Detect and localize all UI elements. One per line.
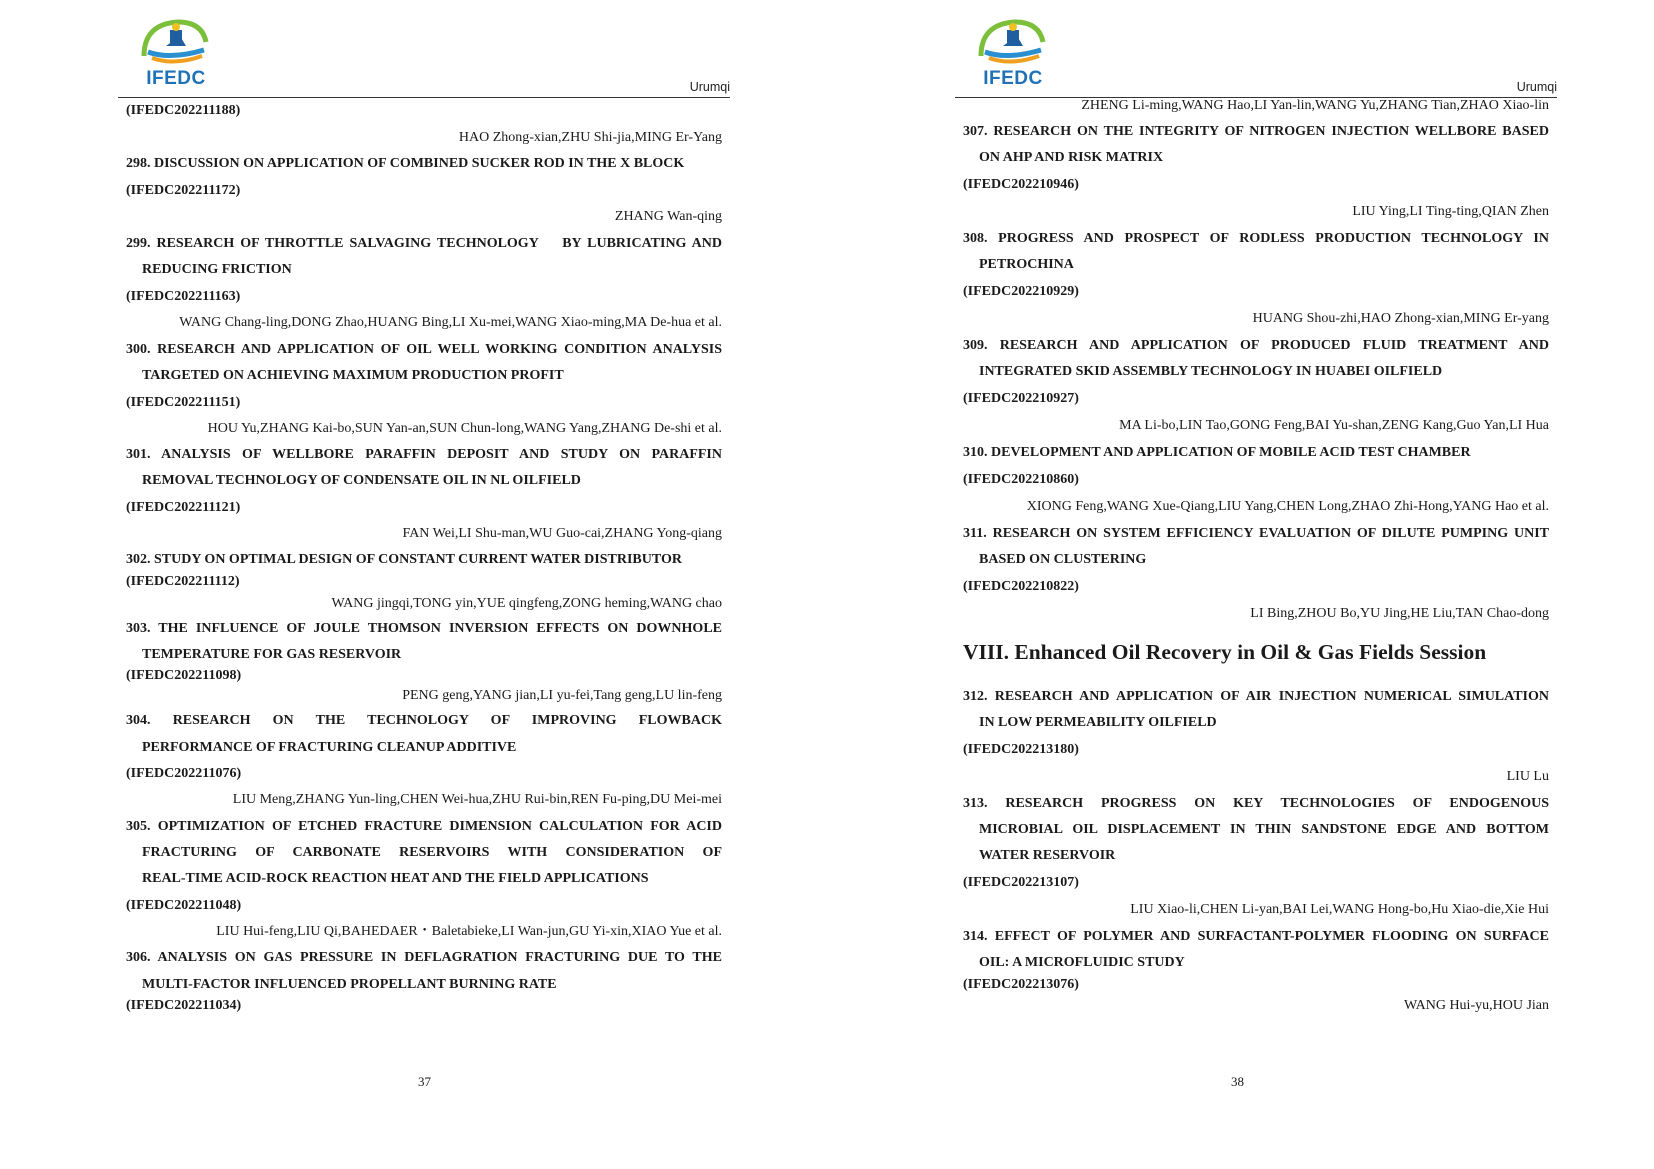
paper-code: (IFEDC202210822) [963, 579, 1079, 594]
paper-authors: LI Bing,ZHOU Bo,YU Jing,HE Liu,TAN Chao-dong [1250, 606, 1549, 621]
paper-title: 300. RESEARCH AND APPLICATION OF OIL WELL WORKING CONDITION ANALYSIS [126, 342, 722, 357]
paper-code: (IFEDC202213076) [963, 977, 1079, 992]
paper-authors: LIU Meng,ZHANG Yun-ling,CHEN Wei-hua,ZHU Rui-bin,REN Fu-ping,DU Mei-mei [232, 792, 722, 807]
paper-title-cont: ON AHP AND RISK MATRIX [979, 150, 1164, 165]
paper-title-cont: REMOVAL TECHNOLOGY OF CONDENSATE OIL IN NL OILFIELD [142, 473, 581, 488]
logo-text: IFEDC [146, 68, 206, 89]
paper-code: (IFEDC202211098) [126, 668, 242, 683]
header-city: Urumqi [1516, 80, 1557, 94]
paper-title-cont: BASED ON CLUSTERING [979, 552, 1147, 567]
paper-authors: MA Li-bo,LIN Tao,GONG Feng,BAI Yu-shan,ZENG Kang,Guo Yan,LI Hua [1119, 418, 1549, 433]
paper-title-cont: PERFORMANCE OF FRACTURING CLEANUP ADDITIVE [142, 740, 517, 755]
paper-title: 301. ANALYSIS OF WELLBORE PARAFFIN DEPOSIT AND STUDY ON PARAFFIN [126, 447, 722, 462]
paper-title-cont: TARGETED ON ACHIEVING MAXIMUM PRODUCTION PROFIT [142, 368, 564, 383]
paper-title: 311. RESEARCH ON SYSTEM EFFICIENCY EVALUATION OF DILUTE PUMPING UNIT [963, 526, 1549, 541]
page-left [118, 0, 730, 1169]
paper-code: (IFEDC202210946) [963, 177, 1079, 192]
paper-title: 305. OPTIMIZATION OF ETCHED FRACTURE DIMENSION CALCULATION FOR ACID [126, 819, 722, 834]
paper-title: 304. RESEARCH ON THE TECHNOLOGY OF IMPROVING FLOWBACK [126, 713, 722, 728]
paper-title: 299. RESEARCH OF THROTTLE SALVAGING TECHNOLOGY BY LUBRICATING AND [126, 236, 722, 251]
paper-title-cont: REDUCING FRICTION [142, 262, 292, 277]
paper-authors: WANG Hui-yu,HOU Jian [1403, 998, 1549, 1013]
paper-authors: LIU Xiao-li,CHEN Li-yan,BAI Lei,WANG Hong-bo,Hu Xiao-die,Xie Hui [1130, 902, 1549, 917]
paper-code: (IFEDC202211034) [126, 998, 242, 1013]
header-city: Urumqi [689, 80, 730, 94]
page-number: 38 [1231, 1074, 1244, 1089]
paper-code: (IFEDC202210860) [963, 472, 1079, 487]
paper-title-cont: PETROCHINA [979, 257, 1074, 272]
paper-title-cont: REAL-TIME ACID-ROCK REACTION HEAT AND THE FIELD APPLICATIONS [142, 871, 649, 886]
paper-title: 312. RESEARCH AND APPLICATION OF AIR INJECTION NUMERICAL SIMULATION [963, 689, 1549, 704]
paper-code: (IFEDC202211172) [126, 183, 241, 198]
paper-authors: ZHANG Wan-qing [614, 209, 722, 224]
paper-title-cont: IN LOW PERMEABILITY OILFIELD [979, 715, 1217, 730]
section-heading: VIII. Enhanced Oil Recovery in Oil & Gas Fields Session [963, 640, 1487, 664]
paper-authors: HOU Yu,ZHANG Kai-bo,SUN Yan-an,SUN Chun-long,WANG Yang,ZHANG De-shi et al. [207, 421, 722, 436]
paper-code: (IFEDC202211076) [126, 766, 242, 781]
paper-title-cont: OIL: A MICROFLUIDIC STUDY [979, 955, 1185, 970]
paper-authors: WANG Chang-ling,DONG Zhao,HUANG Bing,LI Xu-mei,WANG Xiao-ming,MA De-hua et al. [179, 315, 722, 330]
logo-emblem-icon [977, 16, 1047, 68]
paper-code: (IFEDC202211112) [126, 574, 240, 589]
paper-authors: WANG jingqi,TONG yin,YUE qingfeng,ZONG heming,WANG chao [331, 596, 722, 611]
paper-code: (IFEDC202213180) [963, 742, 1079, 757]
paper-title: 309. RESEARCH AND APPLICATION OF PRODUCED FLUID TREATMENT AND [963, 338, 1549, 353]
paper-title: 303. THE INFLUENCE OF JOULE THOMSON INVERSION EFFECTS ON DOWNHOLE [126, 621, 722, 636]
ifedc-logo [971, 16, 1055, 90]
paper-title-cont: WATER RESERVOIR [979, 848, 1116, 863]
logo-text: IFEDC [983, 68, 1043, 89]
paper-title: 310. DEVELOPMENT AND APPLICATION OF MOBILE ACID TEST CHAMBER [963, 445, 1471, 460]
paper-authors: HUANG Shou-zhi,HAO Zhong-xian,MING Er-yang [1252, 311, 1549, 326]
ifedc-logo [134, 16, 218, 90]
paper-authors: FAN Wei,LI Shu-man,WU Guo-cai,ZHANG Yong-qiang [402, 526, 722, 541]
paper-title: 307. RESEARCH ON THE INTEGRITY OF NITROGEN INJECTION WELLBORE BASED [963, 124, 1549, 139]
paper-code: (IFEDC202210927) [963, 391, 1079, 406]
paper-code: (IFEDC202211151) [126, 395, 241, 410]
paper-code: (IFEDC202213107) [963, 875, 1079, 890]
paper-title: 306. ANALYSIS ON GAS PRESSURE IN DEFLAGRATION FRACTURING DUE TO THE [126, 950, 722, 965]
paper-code: (IFEDC202211188) [126, 103, 241, 118]
paper-authors: LIU Lu [1506, 769, 1549, 784]
paper-authors: ZHENG Li-ming,WANG Hao,LI Yan-lin,WANG Yu,ZHANG Tian,ZHAO Xiao-lin [1081, 98, 1549, 113]
page-number: 37 [418, 1074, 431, 1089]
paper-code: (IFEDC202211163) [126, 289, 241, 304]
paper-authors: XIONG Feng,WANG Xue-Qiang,LIU Yang,CHEN Long,ZHAO Zhi-Hong,YANG Hao et al. [1026, 499, 1549, 514]
paper-title: 298. DISCUSSION ON APPLICATION OF COMBINED SUCKER ROD IN THE X BLOCK [126, 156, 685, 171]
paper-title: 313. RESEARCH PROGRESS ON KEY TECHNOLOGIES OF ENDOGENOUS [963, 796, 1549, 811]
paper-authors: PENG geng,YANG jian,LI yu-fei,Tang geng,LU lin-feng [402, 688, 722, 703]
paper-title: 308. PROGRESS AND PROSPECT OF RODLESS PRODUCTION TECHNOLOGY IN [963, 231, 1549, 246]
paper-authors: LIU Hui-feng,LIU Qi,BAHEDAER・Baletabieke,LI Wan-jun,GU Yi-xin,XIAO Yue et al. [216, 924, 722, 939]
paper-title-cont: MICROBIAL OIL DISPLACEMENT IN THIN SANDSTONE EDGE AND BOTTOM [979, 822, 1549, 837]
paper-code: (IFEDC202211121) [126, 500, 241, 515]
paper-title-cont: FRACTURING OF CARBONATE RESERVOIRS WITH CONSIDERATION OF [142, 845, 722, 860]
logo-emblem-icon [140, 16, 210, 68]
paper-title-cont: INTEGRATED SKID ASSEMBLY TECHNOLOGY IN HUABEI OILFIELD [979, 364, 1443, 379]
paper-title: 314. EFFECT OF POLYMER AND SURFACTANT-POLYMER FLOODING ON SURFACE [963, 929, 1549, 944]
paper-code: (IFEDC202211048) [126, 898, 242, 913]
paper-authors: HAO Zhong-xian,ZHU Shi-jia,MING Er-Yang [458, 130, 722, 145]
page-right [955, 0, 1557, 1169]
paper-title-cont: TEMPERATURE FOR GAS RESERVOIR [142, 647, 402, 662]
paper-title: 302. STUDY ON OPTIMAL DESIGN OF CONSTANT CURRENT WATER DISTRIBUTOR [126, 552, 682, 567]
paper-code: (IFEDC202210929) [963, 284, 1079, 299]
header-rule [118, 97, 730, 98]
paper-authors: LIU Ying,LI Ting-ting,QIAN Zhen [1352, 204, 1549, 219]
paper-title-cont: MULTI-FACTOR INFLUENCED PROPELLANT BURNING RATE [142, 977, 557, 992]
